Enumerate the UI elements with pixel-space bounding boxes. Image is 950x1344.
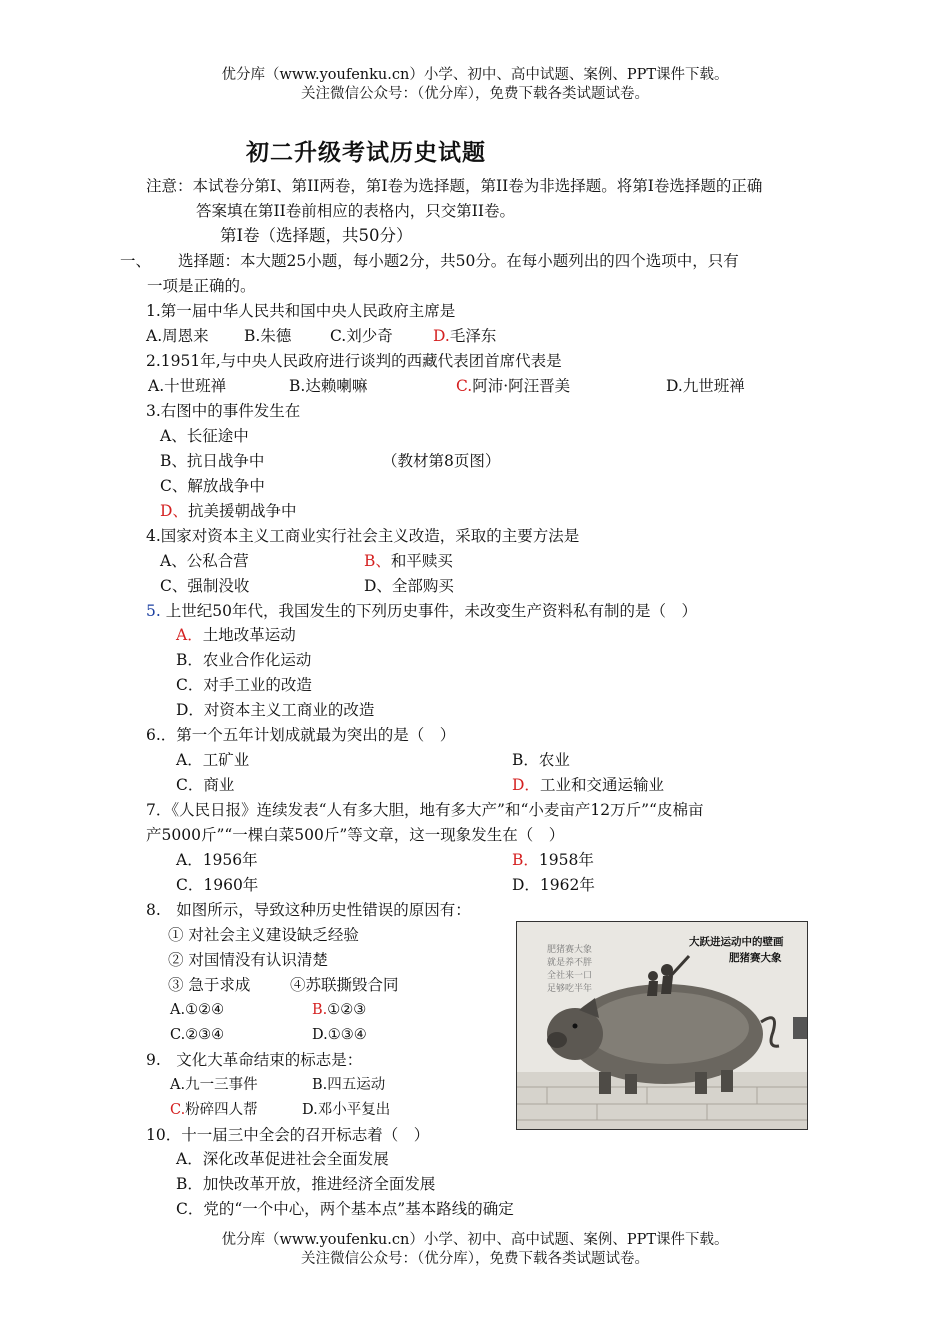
q5-option-d: D．对资本主义工商业的改造 [176,701,375,719]
q8-option-d: D.①③④ [312,1027,367,1043]
q2-option-a: A.十世班禅 [148,377,227,395]
q2-option-b: B.达赖喇嘛 [289,377,368,395]
q9-option-b: B.四五运动 [312,1077,386,1093]
q5-stem: 5. 上世纪50年代，我国发生的下列历史事件，未改变生产资料私有制的是（ ） [146,602,697,620]
q1-answer-letter: D. [433,327,450,345]
q10-option-c: C．党的“一个中心，两个基本点”基本路线的确定 [176,1200,514,1218]
q2-answer-letter: C. [456,377,473,395]
q1-option-b: B.朱德 [244,327,292,345]
q7-option-c: C．1960年 [176,876,259,894]
q5-answer-letter: A． [176,626,203,644]
q5-option-a: A．土地改革运动 [176,626,296,644]
notice-line-2: 答案填在第II卷前相应的表格内，只交第II卷。 [196,202,515,220]
q1-option-a: A.周恩来 [146,327,209,345]
mural-caption-2: 肥猪赛大象 [729,952,782,964]
part-number: 一、 [120,252,152,270]
q6-option-c: C．商业 [176,776,235,794]
q8-reason-3: ③ 急于求成 [168,976,251,994]
q7-answer-letter: B． [512,851,539,869]
q3-option-b: B、抗日战争中 [160,452,265,470]
q4-stem: 4.国家对资本主义工商业实行社会主义改造，采取的主要方法是 [146,527,580,545]
q2-option-d: D.九世班禅 [666,377,745,395]
q9-option-c: C.粉碎四人帮 [170,1102,258,1118]
q8-option-b: B.①②③ [312,1002,367,1018]
mural-poem-line-1: 肥猪赛大象 [547,945,593,955]
q5-number: 5. [146,602,161,620]
q8-reason-2: ② 对国情没有认识清楚 [168,951,328,969]
q8-stem: 8. 如图所示，导致这种历史性错误的原因有： [146,901,471,919]
q9-option-a: A.九一三事件 [170,1077,258,1093]
q5-option-b: B．农业合作化运动 [176,651,312,669]
q10-option-b: B．加快改革开放，推进经济全面发展 [176,1175,436,1193]
q2-option-c: C.阿沛·阿汪晋美 [456,377,571,395]
header-line-1: 优分库（www.youfenku.cn）小学、初中、高中试题、案例、PPT课件下载。 [221,67,729,83]
q4-option-c: C、强制没收 [160,577,250,595]
q6-option-a: A．工矿业 [176,751,250,769]
footer-line-2: 关注微信公众号：（优分库），免费下载各类试题试卷。 [301,1251,649,1267]
q3-stem: 3.右图中的事件发生在 [146,402,301,420]
notice-line-1: 注意：本试卷分第I、第II两卷，第I卷为选择题，第II卷为非选择题。将第I卷选择题的正确 [146,177,763,195]
q3-figure-note: （教材第8页图） [382,452,501,470]
mural-poem-line-3: 全社来一口 [547,971,593,981]
q6-answer-letter: D． [512,776,540,794]
part-instructions-line-1: 选择题：本大题25小题，每小题2分，共50分。在每小题列出的四个选项中，只有 [178,252,739,270]
q1-stem: 1.第一届中华人民共和国中央人民政府主席是 [146,302,456,320]
q8-option-a: A.①②④ [170,1002,225,1018]
q4-option-a: A、公私合营 [160,552,249,570]
q4-option-d: D、全部购买 [364,577,454,595]
q7-option-d: D．1962年 [512,876,595,894]
q9-stem: 9. 文化大革命结束的标志是： [146,1051,363,1069]
q8-option-c: C.②③④ [170,1027,225,1043]
q1-option-c: C.刘少奇 [330,327,393,345]
q9-option-d: D.邓小平复出 [302,1102,391,1118]
q3-option-c: C、解放战争中 [160,477,265,495]
q8-reason-1: ① 对社会主义建设缺乏经验 [168,926,359,944]
q6-option-b: B．农业 [512,751,570,769]
q10-stem: 10．十一届三中全会的召开标志着（ ） [146,1126,430,1144]
q4-answer-letter: B、 [364,552,391,570]
q2-stem: 2.1951年,与中央人民政府进行谈判的西藏代表团首席代表是 [146,352,562,370]
q6-stem: 6.．第一个五年计划成就最为突出的是（ ） [146,726,456,744]
q1-option-d: D.毛泽东 [433,327,497,345]
mural-caption-1: 大跃进运动中的壁画 [689,936,784,948]
q3-option-a: A、长征途中 [160,427,249,445]
mural-poem-line-2: 就是养不胖 [547,958,593,968]
q3-option-d: D、抗美援朝战争中 [160,502,297,520]
q7-option-b: B．1958年 [512,851,594,869]
q8-reason-4: ④苏联撕毁合同 [290,976,399,994]
page-title: 初二升级考试历史试题 [246,140,486,166]
mural-picture [516,921,808,1130]
q9-answer-letter: C. [170,1102,186,1118]
section-heading: 第I卷（选择题，共50分） [220,226,413,245]
q10-option-a: A．深化改革促进社会全面发展 [176,1150,389,1168]
mural-poem-line-4: 足够吃半年 [547,984,593,994]
q5-option-c: C．对手工业的改造 [176,676,312,694]
footer-line-1: 优分库（www.youfenku.cn）小学、初中、高中试题、案例、PPT课件下载。 [221,1232,729,1248]
q7-option-a: A．1956年 [176,851,258,869]
q6-option-d: D．工业和交通运输业 [512,776,664,794]
q7-stem-line-2: 产5000斤”“一棵白菜500斤”等文章，这一现象发生在（ ） [146,826,565,844]
q7-stem-line-1: 7．《人民日报》连续发表“人有多大胆，地有多大产”和“小麦亩产12万斤”“皮棉亩 [146,801,704,819]
header-line-2: 关注微信公众号：（优分库），免费下载各类试题试卷。 [301,86,649,102]
q4-option-b: B、和平赎买 [364,552,453,570]
part-instructions-line-2: 一项是正确的。 [147,277,256,295]
q3-answer-letter: D、 [160,502,188,520]
q8-answer-letter: B. [312,1002,328,1018]
